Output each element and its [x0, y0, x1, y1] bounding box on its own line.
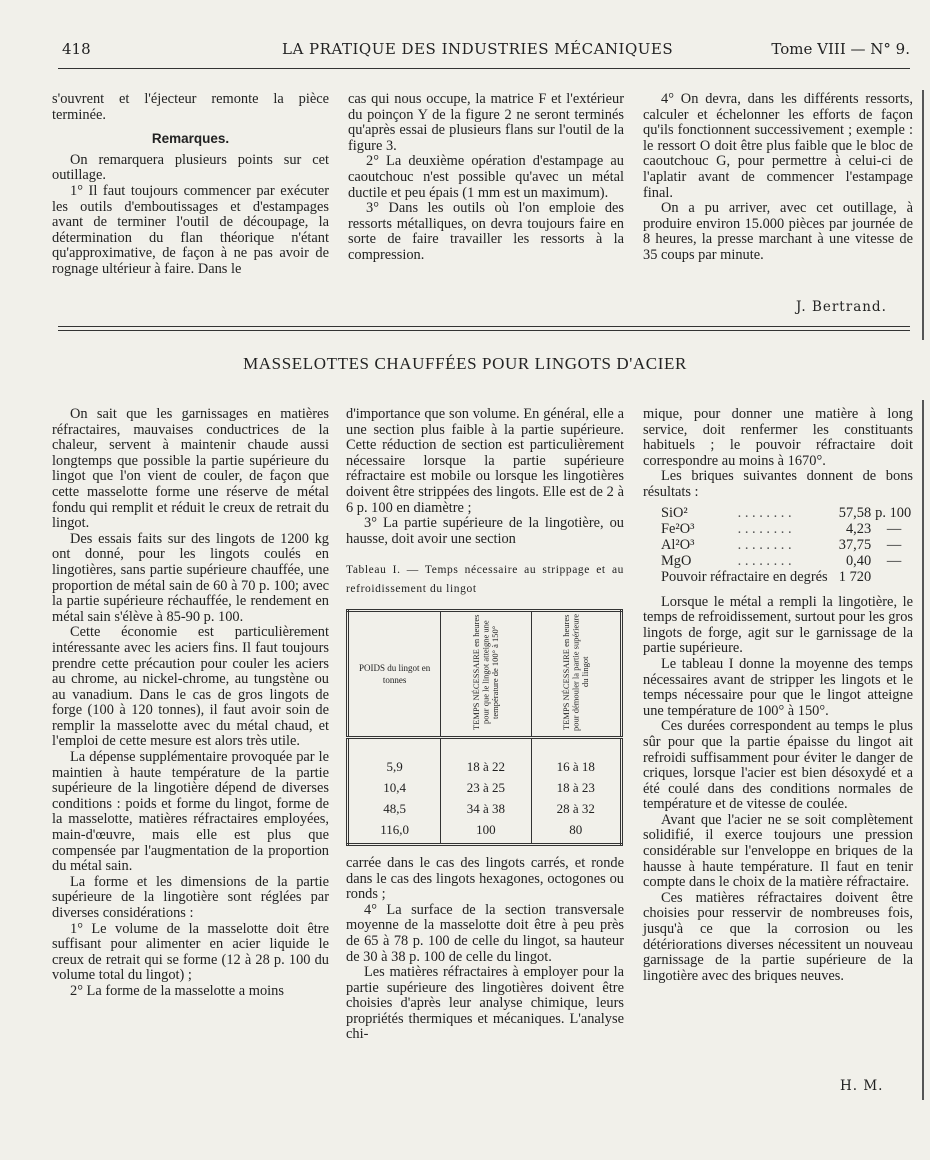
article-signature: H. M.	[840, 1078, 884, 1094]
compound: SiO²	[661, 504, 688, 521]
paragraph: La forme et les dimensions de la partie supérieure de la lingotière sont réglées par diverses considérations :	[52, 873, 329, 921]
paragraph: Les matières réfractaires à employer pour la partie supérieure des lingotières doivent être choisies d'après leur analyse chimique, leurs propriétés thermiques et mécaniques. L'analyse chi-	[346, 964, 624, 1043]
table-cell: 18 à 22	[441, 737, 531, 777]
table-cell: 116,0	[348, 819, 441, 845]
page-number: 418	[62, 40, 91, 58]
table-row	[348, 777, 622, 798]
prev-article-col-1	[52, 92, 329, 278]
paragraph: 4° La surface de la section transversale moyenne de la masselotte doit être à peu près de 65 à 78 p. 100 de celle du lingot, sa hauteur de 30 à 38 p. 100 de celle du lingot.	[346, 901, 624, 965]
section-rule-1	[58, 326, 910, 327]
composition-row: MgO . . . . . . . . 0,40 —	[643, 553, 913, 569]
paragraph: 3° Dans les outils où l'on emploie des ressorts métalliques, on devra toujours faire en sorte de faire travailler les ressorts à la compression.	[348, 200, 624, 263]
paragraph: s'ouvrent et l'éjecteur remonte la pièce terminée.	[52, 91, 329, 123]
unit: —	[886, 536, 902, 553]
composition-row: Al²O³ . . . . . . . . 37,75 —	[643, 537, 913, 553]
table-cell: 5,9	[348, 737, 441, 777]
paragraph: 2° La forme de la masselotte a moins	[70, 982, 284, 999]
column-header-stripping-time: TEMPS NÉCESSAIRE en heures pour démouler la partie supérieure du lingot	[531, 611, 621, 738]
paragraph: carrée dans le cas des lingots carrés, et ronde dans le cas des lingots hexagones, octogones ou ronds ;	[346, 854, 624, 903]
composition-row: Fe²O³ . . . . . . . . 4,23 —	[643, 521, 913, 537]
article-col-1	[52, 407, 329, 1000]
table-cell: 28 à 32	[531, 798, 621, 819]
refractory-label: Pouvoir réfractaire en degrés	[661, 568, 828, 585]
paragraph: 2° La deuxième opération d'estampage au caoutchouc n'est possible qu'avec un métal ductile et peu épais (1 mm est un maximum).	[348, 153, 624, 201]
value: 57,58	[838, 504, 872, 521]
value: 37,75	[838, 536, 872, 553]
value: 4,23	[845, 520, 872, 537]
prev-article-col-2	[348, 92, 624, 264]
paragraph: 3° La partie supérieure de la lingotière, ou hausse, doit avoir une section	[346, 515, 624, 547]
paragraph: Lorsque le métal a rempli la lingotière, le temps de refroidissement, surtout pour les gros lingots de forge, agit sur le garnissage de la partie supérieure.	[643, 593, 913, 657]
table-cell: 23 à 25	[441, 777, 531, 798]
paragraph: Cette économie est particulièrement intéressante avec les aciers fins. Il faut toujours prendre cette précaution pour couler les aciers au chrome, au nickel-chrome, au tungstène ou au vanadium. Dans le cas de gros lingots de forge (100 à 120 tonnes), il faut avoir soin de remplir la masselotte avec du métal chaud, et l'emploi de cette mesure est alors très utile.	[52, 624, 329, 750]
author-signature: J. Bertrand.	[796, 299, 887, 315]
paragraph: Avant que l'acier ne se soit complètement solidifié, il exerce toujours une pression considérable sur l'enveloppe en briques de la hausse à haute température. Il faut en tenir compte dans le choix de la matière réfractaire.	[643, 811, 913, 891]
paragraph: La dépense supplémentaire provoquée par le maintien à haute température de la partie supérieure de la lingotière dépend de diverses conditions : poids et forme du lingot, forme de la masselotte, matières réfractaires employées, main-d'œuvre, mais elle est plus que compensée par l'augmentation de la proportion du métal sain.	[52, 749, 329, 875]
column-header-weight: POIDS du lingot en tonnes	[348, 611, 441, 738]
table-row	[348, 798, 622, 819]
issue-number: Tome VIII — N° 9.	[771, 40, 910, 58]
paragraph: 4° On devra, dans les différents ressorts, calculer et échelonner les efforts de façon qu'ils fonctionnent successivement ; exemple : le ressort O doit être plus faible que le bloc de caoutchouc G, pour permettre à celui-ci de l'aplatir avant de commencer l'estampage final.	[643, 91, 913, 201]
table-cell: 100	[441, 819, 531, 845]
paragraph: d'importance que son volume. En général, elle a une section plus faible à la partie supérieure. Cette réduction de section est particulièrement nécessaire lorsque la partie supérieure réfractaire est mobile ou lorsque les lingotières doivent être strippées des lingots. Elle est de 2 à 6 p. 100 en diamètre ;	[346, 406, 624, 516]
table-cell: 34 à 38	[441, 798, 531, 819]
compound: MgO	[661, 552, 692, 569]
table-caption: Tableau I. — Temps nécessaire au strippage et au refroidissement du lingot	[346, 564, 624, 596]
table-cell: 18 à 23	[531, 777, 621, 798]
table-row	[348, 737, 622, 777]
running-title: LA PRATIQUE DES INDUSTRIES MÉCANIQUES	[282, 40, 674, 58]
paragraph: Le tableau I donne la moyenne des temps nécessaires avant de stripper les lingots et le temps nécessaire pour que le lingot atteigne une température de 100° à 150°.	[643, 655, 913, 719]
paragraph: On remarquera plusieurs points sur cet outillage.	[52, 151, 329, 184]
data-table	[346, 609, 623, 846]
paragraph: Ces durées correspondent au temps le plus sûr pour que la partie épaisse du lingot ait refroidi suffisamment pour éviter le danger de criques, lorsque l'acier est bien désoxydé et a été coulé dans des conditions normales de température et de vitesse de coulée.	[643, 718, 913, 813]
unit: —	[886, 552, 902, 569]
paragraph: Les briques suivantes donnent de bons résultats :	[643, 468, 913, 500]
paragraph: Ces matières réfractaires doivent être choisies pour resservir de nombreuses fois, jusqu'à ce que la corrosion ou les détériorations diverses nécessitent un nouveau garnissage de la partie supérieure de la lingotière avec des briques neuves.	[643, 889, 913, 984]
scan-edge	[922, 90, 924, 340]
unit: —	[886, 520, 902, 537]
compound: Fe²O³	[661, 520, 695, 537]
section-rule-2	[58, 330, 910, 331]
composition-row: SiO² . . . . . . . . 57,58 p. 100	[643, 505, 913, 521]
article-col-2	[346, 407, 624, 1043]
article-title: MASSELOTTES CHAUFFÉES POUR LINGOTS D'ACIER	[243, 354, 687, 373]
composition-row	[643, 569, 913, 585]
composition-table	[643, 505, 913, 585]
prev-article-col-3	[643, 92, 913, 264]
paragraph: cas qui nous occupe, la matrice F et l'extérieur du poinçon Y de la figure 2 ne seront terminés qu'après essai de plusieurs flans sur l'outil de la figure 3.	[348, 91, 624, 154]
remarks-heading: Remarques.	[151, 131, 230, 147]
paragraph: 1° Le volume de la masselotte doit être suffisant pour alimenter en acier liquide le creux de retrait qui se forme (12 à 28 p. 100 du volume total du lingot) ;	[52, 920, 329, 984]
table-cell: 16 à 18	[531, 737, 621, 777]
paragraph: 1° Il faut toujours commencer par exécuter les outils d'emboutissages et d'estampages avant de terminer l'outil de découpage, la détermination du flan théorique n'étant qu'approximative, de façon à ne pas avoir de rognage ultérieur à faire. Dans le	[52, 182, 329, 277]
table-row	[348, 819, 622, 845]
value: 0,40	[845, 552, 872, 569]
paragraph: Des essais faits sur des lingots de 1200 kg ont donné, pour les lingots coulés en lingotières, sans partie supérieure chauffée, une proportion de métal sain de 60 à 70 p. 100; avec la partie supérieure réchauffée, le rendement en métal sain s'élève à 85-90 p. 100.	[52, 530, 329, 625]
paragraph: On a pu arriver, avec cet outillage, à produire environ 15.000 pièces par journée de 8 heures, la presse marchant à une vitesse de 35 coups par minute.	[643, 200, 913, 263]
paragraph: On sait que les garnissages en matières réfractaires, mauvaises conductrices de la chaleur, servent à maintenir chaude aussi longtemps que possible la partie supérieure du lingot que l'on vient de couler, de façon que cette masselotte forme une réserve de métal fondu qui remplit et réduit le creux de retrait du lingot.	[52, 406, 329, 532]
scan-edge	[922, 400, 924, 1100]
table-cell: 80	[531, 819, 621, 845]
paragraph: mique, pour donner une matière à long service, doit renfermer les constituants habituels ; le pouvoir réfractaire doit correspondre au moins à 1670°.	[643, 406, 913, 469]
refractory-value: 1 720	[838, 568, 872, 585]
compound: Al²O³	[661, 536, 695, 553]
article-col-3	[643, 407, 913, 984]
page-header	[62, 40, 910, 66]
table-cell: 48,5	[348, 798, 441, 819]
column-header-cooling-time: TEMPS NÉCESSAIRE en heures pour que le lingot atteigne une température de 100° à 150°	[441, 611, 531, 738]
unit: p. 100	[875, 504, 912, 521]
header-rule	[58, 68, 910, 69]
table-cell: 10,4	[348, 777, 441, 798]
